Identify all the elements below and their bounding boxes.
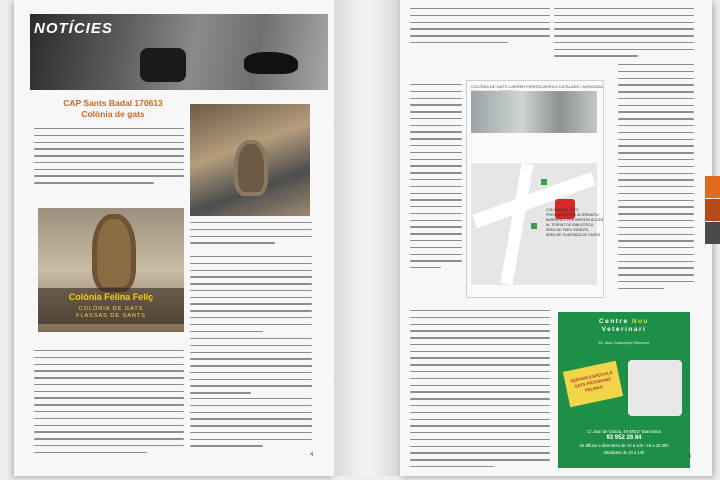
photo-caption-sub1: COLÒNIA DE GATS	[78, 306, 144, 312]
legend-item: ÀREA DE PARC INFANTIL	[546, 228, 590, 232]
body-column-right-2	[190, 256, 312, 337]
cat-image	[92, 214, 136, 292]
vet-hours: de dilluns a divendres de 10 a 14h i 16 a 20.30h	[579, 443, 669, 448]
vet-contact	[566, 428, 682, 456]
article-title	[38, 98, 188, 120]
section-title: NOTÍCIES	[34, 20, 113, 37]
body-column-left	[34, 350, 184, 459]
left-page	[14, 0, 334, 476]
section-tabs	[705, 176, 720, 245]
section-tab	[705, 176, 720, 198]
right-bottom-text	[410, 310, 550, 473]
vet-name	[566, 318, 682, 334]
vet-tag: SERVEIS ESPECIALS GATS PROGRAMS FELINAS	[563, 361, 623, 407]
legend-item: AL TERRAT DE BIBLIOTECA	[546, 223, 594, 227]
intro-paragraph	[34, 128, 184, 189]
article-title-line1: CAP Sants Badal 170613	[63, 98, 163, 108]
body-column-right-3	[190, 338, 312, 399]
vet-advertisement	[558, 312, 690, 468]
cat-image	[234, 140, 268, 196]
right-col2-narrow	[618, 64, 694, 295]
legend-item: ÀREA DE PLANTADA DE CASES	[546, 233, 601, 237]
section-tab	[705, 222, 720, 244]
black-cat-image	[244, 52, 298, 74]
vet-phone: 93 952 26 84	[606, 435, 642, 441]
vet-name-line1: Centre	[598, 318, 629, 325]
right-col1-left	[410, 84, 462, 274]
photo-caption-title: Colònia Felina Feliç	[68, 292, 154, 302]
body-column-right-4	[190, 398, 312, 452]
plan-title: COLÒNIA DE GATS CARRER FERROCARRILS CATALANS / AVINGUDA	[471, 84, 603, 89]
legend-item: PREVISIÓ ACCÉS ALTERNATIU	[546, 213, 599, 217]
legend-item: BARRERES PER IMPEDIR ACCÉS	[546, 218, 604, 222]
page-number-left: 4	[310, 452, 314, 458]
vet-name-suffix: Nou	[631, 318, 650, 325]
article-title-line2: Colònia de gats	[81, 109, 145, 119]
cat-photo	[190, 104, 310, 216]
vet-hours-saturday: dissabtes de 10 a 14h	[603, 450, 645, 455]
building-photo	[471, 91, 597, 133]
book-gutter	[334, 0, 400, 476]
section-tab	[705, 199, 720, 221]
camera-icon	[140, 48, 186, 82]
vet-name-line2: Veterinari	[601, 326, 647, 333]
cat-dog-image	[628, 360, 682, 416]
plan-legend	[546, 208, 616, 238]
page-number-right: 5	[688, 454, 692, 460]
right-page	[400, 0, 712, 476]
right-col1-top	[410, 8, 550, 49]
vet-address: C/ Joan de Gràcia, 49 08017 Barcelona	[587, 429, 661, 434]
vet-doctor: Dr. Alan Calaceyxd Slimoure	[598, 340, 650, 345]
right-col2	[554, 8, 694, 62]
legend-item: COLÒNIA DE GATS	[546, 208, 579, 212]
body-column-right	[190, 222, 312, 249]
photo-caption-sub2: FLASSAS DE SANTS	[76, 313, 146, 319]
photo-caption-sub	[38, 306, 184, 320]
site-plan	[466, 80, 604, 298]
